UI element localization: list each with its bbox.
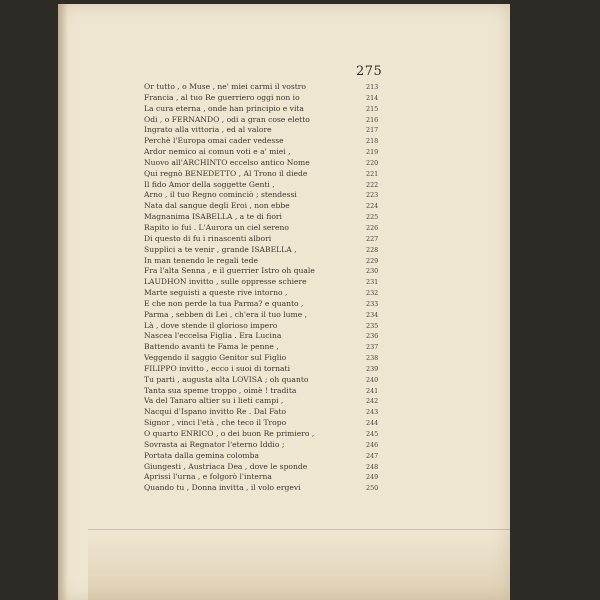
verse-incipit: Nuovo all'ARCHINTO eccelso antico Nome [144, 157, 310, 167]
verse-page-reference: 239 [366, 364, 379, 373]
verse-page-reference: 237 [366, 343, 379, 352]
verse-incipit: Signor , vinci l'età , che teco il Tropo [144, 418, 287, 428]
verse-line [144, 256, 382, 267]
verse-line [144, 82, 382, 93]
verse-page-reference: 213 [366, 83, 379, 91]
page-number: 275 [356, 64, 383, 79]
verse-incipit: Supplici a te venir , grande ISABELLA , [144, 244, 297, 254]
verse-incipit: Portata dalla gemina colomba [144, 450, 259, 460]
verse-page-reference: 229 [366, 256, 379, 265]
verse-page-reference: 245 [366, 430, 379, 438]
verse-line [144, 169, 382, 180]
verse-incipit: Francia , al tuo Re guerriero oggi non io [144, 92, 300, 102]
verse-line [144, 386, 382, 397]
verse-line [144, 201, 382, 212]
verse-page-reference: 219 [366, 148, 379, 157]
verse-page-reference: 248 [366, 462, 379, 471]
verse-page-reference: 242 [366, 397, 379, 406]
verse-line [144, 440, 382, 451]
verse-page-reference: 234 [366, 310, 379, 319]
verse-line [144, 429, 382, 440]
verse-line [144, 158, 382, 169]
verse-page-reference: 238 [366, 354, 379, 363]
verse-line [144, 418, 382, 429]
verse-line [144, 331, 382, 342]
verse-line [144, 310, 382, 321]
page-gutter-shadow [58, 4, 68, 600]
verse-page-reference: 225 [366, 213, 379, 222]
verse-line [144, 396, 382, 407]
book-page [58, 4, 510, 600]
verse-line [144, 353, 382, 364]
verse-page-reference: 230 [366, 267, 379, 276]
verse-incipit: Ingrato alla vittoria , ed al valore [144, 125, 272, 135]
verse-page-reference: 224 [366, 202, 379, 211]
verse-page-reference: 217 [366, 126, 379, 135]
verse-page-reference: 241 [366, 386, 379, 395]
verse-page-reference: 247 [366, 451, 379, 460]
verse-incipit: Arno , il tuo Regno cominciò ; stendessi [144, 190, 297, 200]
verse-line [144, 245, 382, 256]
verse-page-reference: 233 [366, 299, 379, 308]
verse-line [144, 364, 382, 375]
verse-page-reference: 220 [366, 158, 379, 167]
verse-page-reference: 222 [366, 180, 379, 189]
verse-incipit: Magnanima ISABELLA , a te di fiori [144, 212, 282, 222]
verse-incipit: Qui regnò BENEDETTO , Al Trono il diede [144, 168, 308, 178]
verse-page-reference: 243 [366, 408, 379, 417]
verse-line [144, 115, 382, 126]
verse-incipit: Parma , sebben di Lei , ch'era il tuo lume , [144, 309, 308, 319]
verse-page-reference: 250 [366, 484, 379, 493]
verse-page-reference: 240 [366, 375, 379, 384]
verse-incipit: La cura eterna , onde han principio e vita [144, 103, 304, 113]
verse-line [144, 375, 382, 386]
verse-line [144, 190, 382, 201]
verse-incipit: Battendo avanti te Fama le penne , [144, 342, 279, 352]
verse-line [144, 483, 382, 494]
verse-line [144, 180, 382, 191]
verse-incipit: Giungesti , Austriaca Dea , dove le sponde [144, 461, 308, 471]
verse-page-reference: 226 [366, 223, 379, 232]
verse-page-reference: 218 [366, 137, 379, 146]
verse-index-list [144, 82, 382, 494]
verse-incipit: Aprissi l'urna , e folgorò l'interna [144, 472, 272, 482]
verse-page-reference: 249 [366, 473, 379, 482]
verse-line [144, 125, 382, 136]
verse-incipit: Nacqui d'Ispano invitto Re . Dal Fato [144, 407, 287, 417]
verse-incipit: O quarto ENRICO , o dei buon Re primiero , [144, 429, 315, 438]
verse-line [144, 136, 382, 147]
verse-page-reference: 214 [366, 93, 379, 102]
verse-line [144, 407, 382, 418]
verse-page-reference: 227 [366, 234, 379, 243]
verse-incipit: Quando tu , Donna invitta , il volo ergevi [144, 483, 301, 493]
verse-line [144, 266, 382, 277]
verse-page-reference: 223 [366, 191, 379, 200]
verse-incipit: Or tutto , o Muse , ne' miei carmi il vostro [144, 82, 307, 91]
verse-line [144, 234, 382, 245]
verse-page-reference: 246 [366, 440, 379, 449]
verse-incipit: Ardor nemico ai comun voti e a' miei , [144, 147, 291, 157]
verse-page-reference: 235 [366, 321, 379, 330]
verse-page-reference: 228 [366, 245, 379, 254]
verse-incipit: In man tenendo le regali tede [144, 255, 259, 265]
verse-incipit: FILIPPO invitto , ecco i suoi di tornati [144, 363, 291, 373]
verse-line [144, 321, 382, 332]
verse-incipit: LAUDHON invitto , sulle oppresse schiere [144, 277, 307, 287]
verse-page-reference: 232 [366, 289, 379, 298]
verse-line [144, 104, 382, 115]
verse-incipit: Fra l'alta Senna , e il guerrier Istro oh quale [144, 266, 315, 276]
verse-incipit: Perchè l'Europa omai cader vedesse [144, 136, 284, 146]
verse-line [144, 223, 382, 234]
verse-page-reference: 244 [366, 419, 379, 428]
verse-line [144, 93, 382, 104]
verse-line [144, 451, 382, 462]
verse-incipit: Il fido Amor della soggette Genti , [144, 179, 275, 189]
water-stain [88, 529, 510, 600]
verse-incipit: Marte seguisti a queste rive intorno , [144, 288, 288, 298]
verse-incipit: Nascea l'eccelsa Figlia . Era Lucina [144, 331, 282, 341]
verse-page-reference: 236 [366, 332, 379, 341]
verse-incipit: Sovrasta ai Regnator l'eterno Iddio ; [144, 439, 285, 449]
verse-incipit: Rapito io fui . L'Aurora un ciel sereno [144, 222, 290, 232]
verse-line [144, 147, 382, 158]
verse-page-reference: 231 [366, 278, 379, 287]
verse-line [144, 462, 382, 473]
verse-page-reference: 216 [366, 115, 379, 124]
verse-line [144, 299, 382, 310]
verse-incipit: Tu parti , augusta alta LOVISA ; oh quanto [144, 374, 309, 384]
verse-line [144, 472, 382, 483]
verse-line [144, 277, 382, 288]
verse-line [144, 212, 382, 223]
verse-page-reference: 215 [366, 104, 379, 113]
verse-incipit: Di questo di fu i rinascenti albori [144, 233, 272, 243]
verse-page-reference: 221 [366, 169, 379, 178]
verse-incipit: Tanta sua speme troppo , oimè ! tradita [144, 385, 297, 395]
verse-incipit: Odi , o FERNANDO , odi a gran cose eletto [144, 114, 310, 124]
verse-incipit: E che non perde la tua Parma? e quanto , [144, 298, 304, 308]
verse-incipit: Va del Tanaro altier su i lieti campi , [144, 396, 284, 406]
verse-line [144, 342, 382, 353]
verse-incipit: Là , dove stende il glorioso impero [144, 320, 278, 330]
verse-incipit: Nata dal sangue degli Eroi , non ebbe [144, 201, 290, 211]
verse-line [144, 288, 382, 299]
verse-incipit: Veggendo il saggio Genitor sul Figlio [144, 353, 287, 363]
